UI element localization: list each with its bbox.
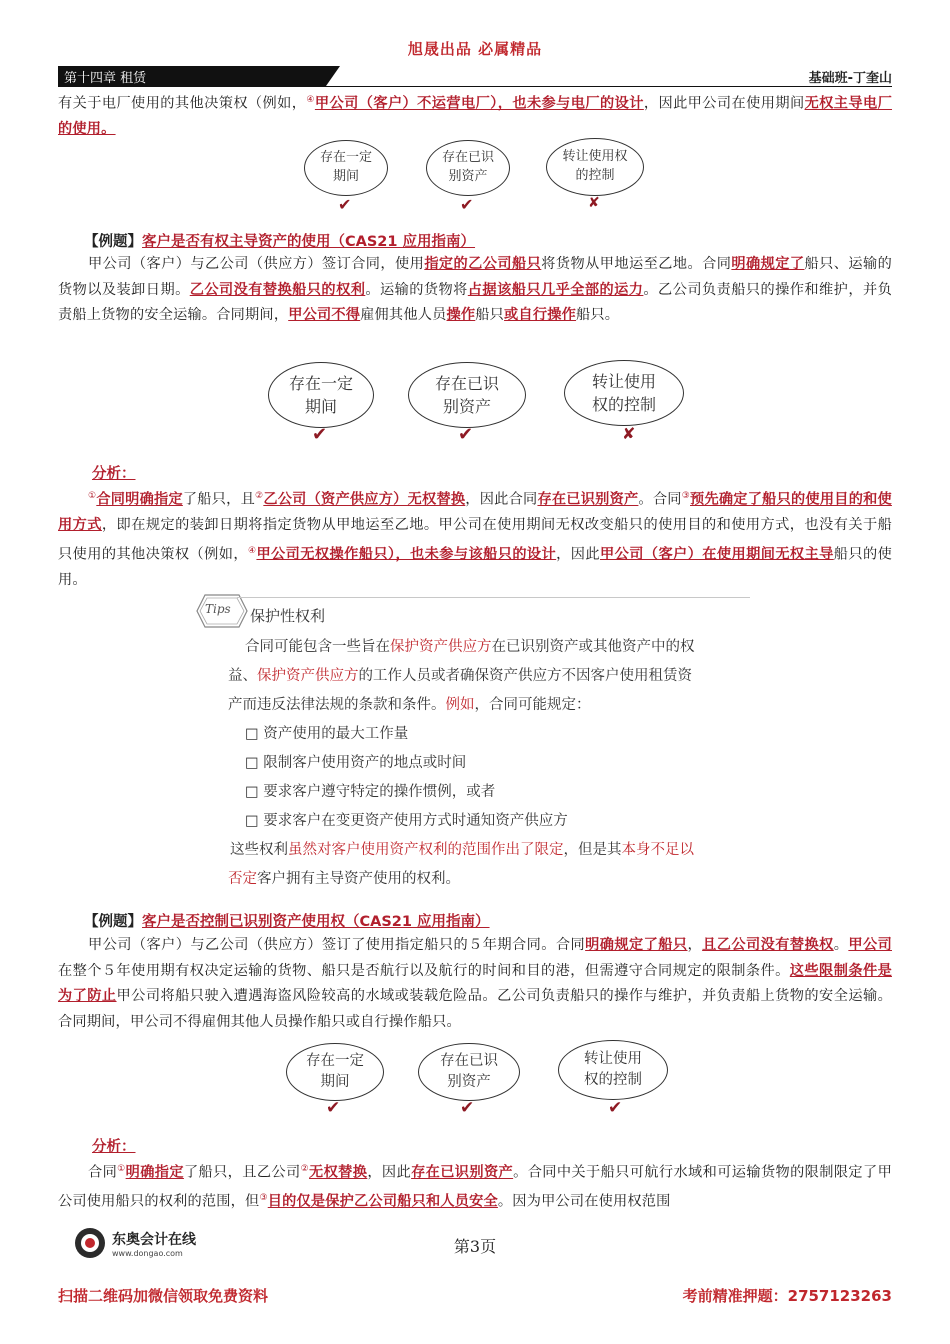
analysis-2-body: 合同①明确指定了船只，且乙公司②无权替换，因此存在已识别资产。合同中关于船只可航行水域和可运输货物的限制限定了甲公司使用船只的权利的范围，但③目的仅是保护乙公司船只和人员安全。因为甲公司在使用权范围 <box>58 1164 892 1210</box>
tips-bullet-4: □ 要求客户在变更资产使用方式时通知资产供应方 <box>245 813 568 829</box>
example-2-body: 甲公司（客户）与乙公司（供应方）签订了使用指定船只的５年期合同。合同明确规定了船只，且乙公司没有替换权。甲公司在整个５年使用期有权决定运输的货物、船只是否航行以及航行的时间和目的港，但需遵守合同规定的限制条件。这些限制条件是为了防止甲公司将船只驶入遭遇海盗风险较高的水域或装载危险品。乙公司负责船只的操作与维护，并负责船上货物的安全运输。合同期间，甲公司不得雇佣其他人员操作船只或自行操作船只。 <box>58 937 892 1030</box>
analysis-2-label: 分析： <box>92 1139 136 1155</box>
oval-period: 存在一定期间 <box>286 1043 384 1101</box>
tips-bullet-1: □ 资产使用的最大工作量 <box>245 726 409 742</box>
page-number: 第3页 <box>453 1237 497 1256</box>
example-1-heading: 【例题】客户是否有权主导资产的使用（CAS21 应用指南） <box>84 234 476 250</box>
tips-box <box>195 593 750 893</box>
tips-line-1: 合同可能包含一些旨在保护资产供应方在已识别资产或其他资产中的权 <box>245 639 695 655</box>
logo-name: 东奥会计在线 <box>112 1231 196 1248</box>
tips-line-3: 产而违反法律法规的条款和条件。例如，合同可能规定： <box>228 697 591 713</box>
check-icon: ✔ <box>608 1098 623 1118</box>
oval-period: 存在一定期间 <box>268 362 374 428</box>
page-banner: 旭晟出品 必属精品 <box>407 40 543 58</box>
tips-line-5: 否定客户拥有主导资产使用的权利。 <box>228 871 460 887</box>
oval-identified-asset: 存在已识别资产 <box>418 1043 520 1101</box>
tips-rule <box>237 597 750 598</box>
oval-identified-asset: 存在已识别资产 <box>408 362 526 428</box>
oval-control: 转让使用权的控制 <box>564 360 684 426</box>
check-icon: ✔ <box>312 424 328 445</box>
example-2-heading: 【例题】客户是否控制已识别资产使用权（CAS21 应用指南） <box>84 914 490 930</box>
example-1-body: 甲公司（客户）与乙公司（供应方）签订合同，使用指定的乙公司船只将货物从甲地运至乙地。合同明确规定了船只、运输的货物以及装卸日期。乙公司没有替换船只的权利。运输的货物将占据该船只几乎全部的运力。乙公司负责船只的操作和维护，并负责船上货物的安全运输。合同期间，甲公司不得雇佣其他人员操作船只或自行操作船只。 <box>58 256 892 323</box>
oval-control: 转让使用权的控制 <box>546 138 644 196</box>
check-icon: ✔ <box>326 1098 341 1118</box>
header-rule <box>58 86 892 87</box>
chapter-title: 第十四章 租赁 <box>64 71 147 86</box>
tips-line-4: 这些权利虽然对客户使用资产权利的范围作出了限定，但是其本身不足以 <box>230 842 694 858</box>
course-title: 基础班-丁奎山 <box>808 71 892 86</box>
cross-icon: ✘ <box>588 195 600 211</box>
logo-url: www.dongao.com <box>112 1248 183 1258</box>
oval-period: 存在一定期间 <box>304 140 388 196</box>
tips-badge: Tips <box>205 602 231 616</box>
tips-title: 保护性权利 <box>250 607 326 625</box>
check-icon: ✔ <box>458 424 474 445</box>
footer-contact: 考前精准押题：2757123263 <box>682 1287 892 1305</box>
analysis-1-body: ①合同明确指定了船只，且②乙公司（资产供应方）无权替换，因此合同存在已识别资产。合同③预先确定了船只的使用目的和使用方式，即在规定的装卸日期将指定货物从甲地运至乙地。甲公司在使用期间无权改变船只的使用目的和使用方式，也没有关于船只使用的其他决策权（例如，④甲公司无权操作船只），也未参与该船只的设计，因此甲公司（客户）在使用期间无权主导船只的使用。 <box>58 491 892 588</box>
cross-icon: ✘ <box>622 424 636 443</box>
tips-bullet-3: □ 要求客户遵守特定的操作惯例，或者 <box>245 784 496 800</box>
oval-control: 转让使用权的控制 <box>558 1040 668 1100</box>
oval-identified-asset: 存在已识别资产 <box>426 140 510 196</box>
check-icon: ✔ <box>460 1098 475 1118</box>
tips-line-2: 益、保护资产供应方的工作人员或者确保资产供应方不因客户使用租赁资 <box>228 668 692 684</box>
analysis-1-label: 分析： <box>92 466 136 482</box>
check-icon: ✔ <box>460 195 474 214</box>
footer-qr-note: 扫描二维码加微信领取免费资料 <box>58 1287 269 1305</box>
intro-paragraph: 有关于电厂使用的其他决策权（例如，④甲公司（客户）不运营电厂），也未参与电厂的设计，因此甲公司在使用期间无权主导电厂的使用。 <box>58 95 893 138</box>
tips-bullet-2: □ 限制客户使用资产的地点或时间 <box>245 755 467 771</box>
check-icon: ✔ <box>338 195 352 214</box>
